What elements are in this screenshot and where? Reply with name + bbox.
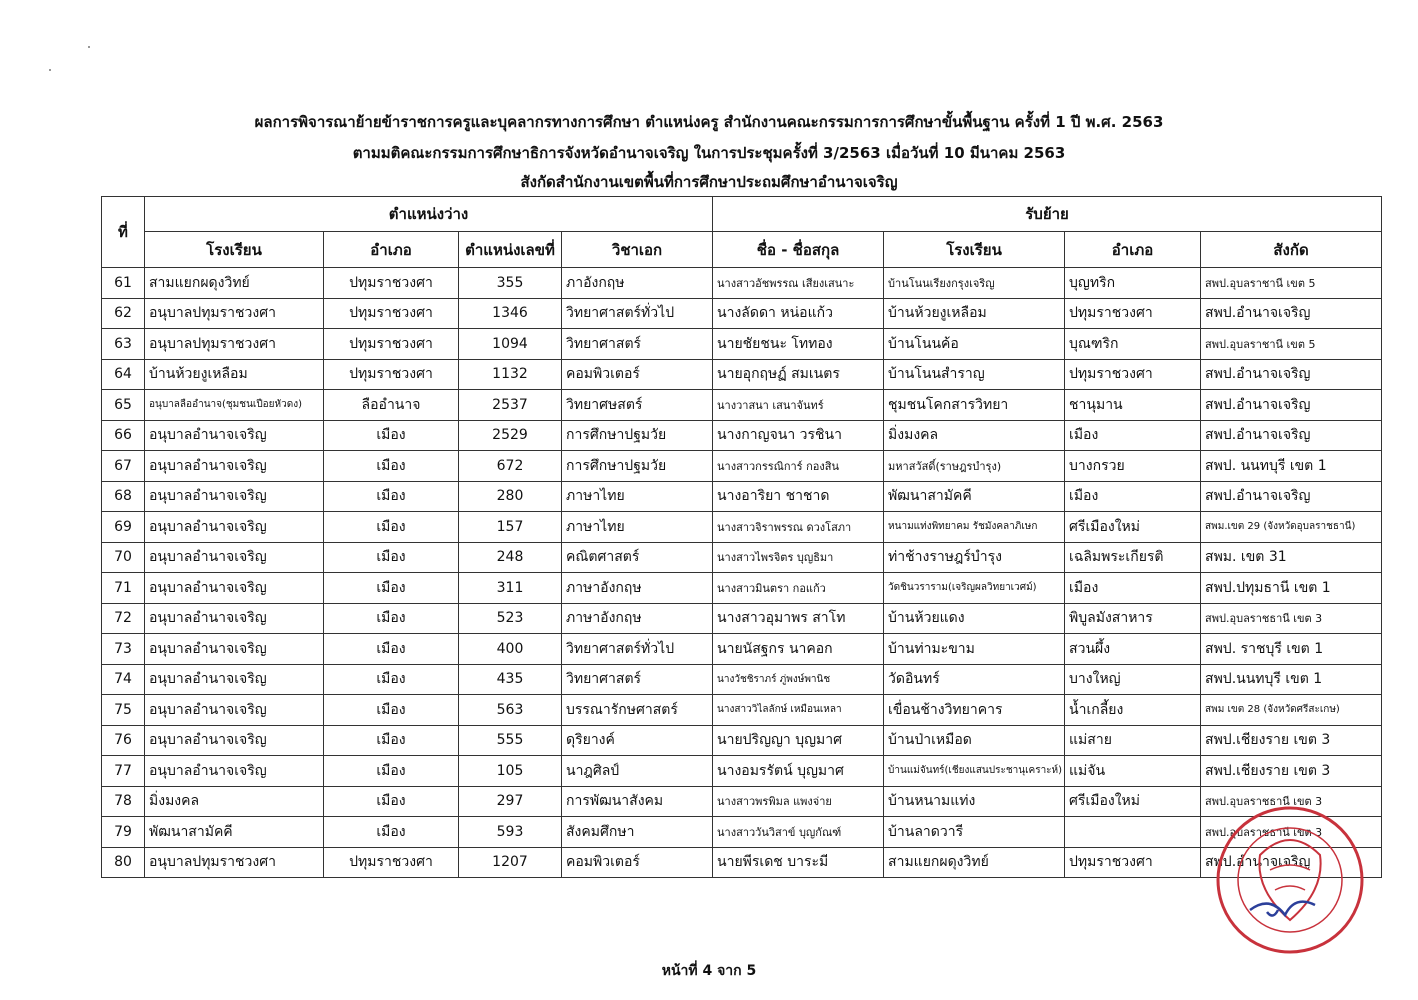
- table-cell: สพม. เขต 31: [1201, 542, 1382, 573]
- table-cell: บ้านโนนเรียงกรุงเจริญ: [884, 268, 1065, 299]
- table-cell: อนุบาลอำนาจเจริญ: [145, 451, 324, 482]
- table-cell: เมือง: [324, 512, 459, 543]
- table-cell: คอมพิวเตอร์: [562, 359, 713, 390]
- table-cell: 563: [459, 695, 562, 726]
- col-header: สังกัด: [1201, 232, 1382, 268]
- table-cell: สพป. ราชบุรี เขต 1: [1201, 634, 1382, 665]
- table-cell: วิทยาศษสตร์: [562, 390, 713, 421]
- table-cell: นางวัชชิราภร์ ภู่พงษ์พานิช: [713, 664, 884, 695]
- table-cell: อนุบาลอำนาจเจริญ: [145, 664, 324, 695]
- table-cell: เมือง: [324, 542, 459, 573]
- table-cell: บ้านลาดวารี: [884, 817, 1065, 848]
- table-cell: 297: [459, 786, 562, 817]
- table-cell: ดุริยางค์: [562, 725, 713, 756]
- table-cell: อนุบาลอำนาจเจริญ: [145, 481, 324, 512]
- table-cell: เมือง: [1065, 420, 1201, 451]
- table-cell: 435: [459, 664, 562, 695]
- table-row: [102, 725, 1382, 756]
- col-header: ชื่อ - ชื่อสกุล: [713, 232, 884, 268]
- table-cell: เมือง: [324, 664, 459, 695]
- col-header: อำเภอ: [324, 232, 459, 268]
- table-cell: เมือง: [1065, 573, 1201, 604]
- table-cell: ปทุมราชวงศา: [324, 847, 459, 878]
- table-cell: นาฎศิลป์: [562, 756, 713, 787]
- title-line-2: ตามมติคณะกรรมการศึกษาธิการจังหวัดอำนาจเจริญ ในการประชุมครั้งที่ 3/2563 เมื่อวันที่ 10 มีนาคม 2563: [352, 144, 1066, 162]
- table-row: [102, 298, 1382, 329]
- table-row: [102, 573, 1382, 604]
- table-cell: นายพีรเดช บาระมี: [713, 847, 884, 878]
- table-cell: 61: [102, 268, 145, 299]
- table-cell: สพป.ปทุมธานี เขต 1: [1201, 573, 1382, 604]
- table-cell: 2529: [459, 420, 562, 451]
- table-cell: ชุมชนโคกสารวิทยา: [884, 390, 1065, 421]
- table-cell: สพม เขต 28 (จังหวัดศรีสะเกษ): [1201, 695, 1382, 726]
- table-cell: บ้านป่าเหมือด: [884, 725, 1065, 756]
- table-cell: นางอาริยา ชาชาด: [713, 481, 884, 512]
- table-cell: เมือง: [324, 634, 459, 665]
- table-row: [102, 481, 1382, 512]
- table-cell: มิ่งมงคล: [145, 786, 324, 817]
- col-header: ตำแหน่งเลขที่: [459, 232, 562, 268]
- table-cell: การศึกษาปฐมวัย: [562, 420, 713, 451]
- table-cell: เมือง: [324, 451, 459, 482]
- table-cell: เมือง: [324, 481, 459, 512]
- table-cell: 72: [102, 603, 145, 634]
- table-row: [102, 695, 1382, 726]
- table-cell: นางสาววิไลลักษ์ เหมือนเหลา: [713, 695, 884, 726]
- table-cell: บ้านหนามแท่ง: [884, 786, 1065, 817]
- transfer-group-header: รับย้าย: [713, 197, 1382, 232]
- table-cell: บ้านโนนสำราญ: [884, 359, 1065, 390]
- table-cell: สพป. นนทบุรี เขต 1: [1201, 451, 1382, 482]
- table-cell: สพป.นนทบุรี เขต 1: [1201, 664, 1382, 695]
- table-cell: อนุบาลลืออำนาจ(ชุมชนเปือยหัวดง): [145, 390, 324, 421]
- table-cell: วิทยาศาสตร์ทั่วไป: [562, 634, 713, 665]
- table-cell: นางสาวอุมาพร สาโท: [713, 603, 884, 634]
- vacant-group-header: ตำแหน่งว่าง: [145, 197, 713, 232]
- table-cell: ปทุมราชวงศา: [324, 268, 459, 299]
- table-cell: 1094: [459, 329, 562, 360]
- table-cell: สพป.อำนาจเจริญ: [1201, 481, 1382, 512]
- table-cell: ชานุมาน: [1065, 390, 1201, 421]
- table-cell: สพป.อุบลราชานี เขต 5: [1201, 329, 1382, 360]
- table-cell: ภาษาไทย: [562, 512, 713, 543]
- table-cell: ปทุมราชวงศา: [324, 329, 459, 360]
- table-cell: นางสาวอัชพรรณ เสียงเสนาะ: [713, 268, 884, 299]
- table-cell: 105: [459, 756, 562, 787]
- table-cell: 76: [102, 725, 145, 756]
- table-cell: บรรณารักษศาสตร์: [562, 695, 713, 726]
- table-cell: 68: [102, 481, 145, 512]
- table-cell: ปทุมราชวงศา: [1065, 359, 1201, 390]
- table-cell: บ้านโนนค้อ: [884, 329, 1065, 360]
- table-row: [102, 512, 1382, 543]
- table-cell: มหาสวัสดิ์(ราษฎรบำรุง): [884, 451, 1065, 482]
- table-cell: 400: [459, 634, 562, 665]
- table-cell: 672: [459, 451, 562, 482]
- col-header: อำเภอ: [1065, 232, 1201, 268]
- table-cell: สพป.เชียงราย เขต 3: [1201, 756, 1382, 787]
- col-no-header: ที่: [102, 197, 145, 268]
- table-cell: ภาอังกฤษ: [562, 268, 713, 299]
- table-cell: นางลัดดา หน่อแก้ว: [713, 298, 884, 329]
- table-cell: อนุบาลอำนาจเจริญ: [145, 756, 324, 787]
- table-cell: เฉลิมพระเกียรติ: [1065, 542, 1201, 573]
- table-cell: ปทุมราชวงศา: [1065, 298, 1201, 329]
- title-line-1: ผลการพิจารณาย้ายข้าราชการครูและบุคลากรทางการศึกษา ตำแหน่งครู สำนักงานคณะกรรมการการศึกษาขั้นพื้นฐาน ครั้งที่ 1 ปี พ.ศ. 2563: [254, 113, 1164, 131]
- table-cell: บางกรวย: [1065, 451, 1201, 482]
- table-cell: สังคมศึกษา: [562, 817, 713, 848]
- table-cell: นางสาวจิราพรรณ ดวงโสภา: [713, 512, 884, 543]
- table-cell: อนุบาลปทุมราชวงศา: [145, 298, 324, 329]
- col-header: โรงเรียน: [884, 232, 1065, 268]
- table-cell: 593: [459, 817, 562, 848]
- table-cell: คณิตศาสตร์: [562, 542, 713, 573]
- table-cell: 1346: [459, 298, 562, 329]
- table-cell: 80: [102, 847, 145, 878]
- table-cell: ปทุมราชวงศา: [324, 298, 459, 329]
- table-cell: บ้านห้วยงูเหลือม: [145, 359, 324, 390]
- table-cell: สวนผึ้ง: [1065, 634, 1201, 665]
- table-row: [102, 359, 1382, 390]
- table-row: [102, 756, 1382, 787]
- table-cell: มิ่งมงคล: [884, 420, 1065, 451]
- table-cell: วิทยาศาสตร์: [562, 664, 713, 695]
- table-cell: วัดชินวราราม(เจริญผลวิทยาเวศม์): [884, 573, 1065, 604]
- table-cell: นางสาววันวิสาข์ บุญกัณฑ์: [713, 817, 884, 848]
- table-cell: 523: [459, 603, 562, 634]
- table-cell: ภาษาอังกฤษ: [562, 573, 713, 604]
- table-cell: แม่สาย: [1065, 725, 1201, 756]
- transfer-table: [101, 196, 1382, 878]
- table-cell: ภาษาอังกฤษ: [562, 603, 713, 634]
- table-cell: 355: [459, 268, 562, 299]
- table-cell: พัฒนาสามัคคี: [884, 481, 1065, 512]
- table-cell: บ้านห้วยแดง: [884, 603, 1065, 634]
- table-cell: อนุบาลปทุมราชวงศา: [145, 847, 324, 878]
- table-cell: ภาษาไทย: [562, 481, 713, 512]
- table-cell: 157: [459, 512, 562, 543]
- table-cell: 311: [459, 573, 562, 604]
- table-cell: อนุบาลอำนาจเจริญ: [145, 725, 324, 756]
- table-row: [102, 420, 1382, 451]
- scan-speck: [49, 69, 51, 71]
- table-cell: น้ำเกลี้ยง: [1065, 695, 1201, 726]
- table-cell: วิทยาศาสตร์: [562, 329, 713, 360]
- table-cell: สพป.อุบลราชธานี เขต 3: [1201, 817, 1382, 848]
- table-cell: นายนัสฐกร นาคอก: [713, 634, 884, 665]
- table-cell: อนุบาลอำนาจเจริญ: [145, 420, 324, 451]
- table-cell: นางสาวมินตรา กอแก้ว: [713, 573, 884, 604]
- table-cell: วัดอินทร์: [884, 664, 1065, 695]
- table-cell: 66: [102, 420, 145, 451]
- table-row: [102, 634, 1382, 665]
- table-cell: อนุบาลอำนาจเจริญ: [145, 512, 324, 543]
- table-cell: ปทุมราชวงศา: [324, 359, 459, 390]
- table-cell: 67: [102, 451, 145, 482]
- table-cell: 75: [102, 695, 145, 726]
- table-cell: การศึกษาปฐมวัย: [562, 451, 713, 482]
- table-cell: อนุบาลอำนาจเจริญ: [145, 603, 324, 634]
- table-cell: สพม.เขต 29 (จังหวัดอุบลราชธานี): [1201, 512, 1382, 543]
- table-cell: นางสาวกรรณิการ์ กองสิน: [713, 451, 884, 482]
- table-cell: 79: [102, 817, 145, 848]
- table-cell: 74: [102, 664, 145, 695]
- table-cell: สพป.อำนาจเจริญ: [1201, 390, 1382, 421]
- table-cell: สพป.อำนาจเจริญ: [1201, 298, 1382, 329]
- table-cell: นายชัยชนะ โททอง: [713, 329, 884, 360]
- table-cell: แม่จัน: [1065, 756, 1201, 787]
- table-cell: อนุบาลปทุมราชวงศา: [145, 329, 324, 360]
- table-cell: 1207: [459, 847, 562, 878]
- col-header: วิชาเอก: [562, 232, 713, 268]
- table-row: [102, 451, 1382, 482]
- table-cell: อนุบาลอำนาจเจริญ: [145, 542, 324, 573]
- table-cell: นางกาญจนา วรชินา: [713, 420, 884, 451]
- table-cell: เมือง: [324, 573, 459, 604]
- table-cell: เขื่อนช้างวิทยาคาร: [884, 695, 1065, 726]
- table-cell: สพป.เชียงราย เขต 3: [1201, 725, 1382, 756]
- official-seal: [1175, 800, 1385, 975]
- table-cell: 69: [102, 512, 145, 543]
- table-cell: สพป.อำนาจเจริญ: [1201, 359, 1382, 390]
- table-cell: เมือง: [324, 756, 459, 787]
- table-cell: อนุบาลอำนาจเจริญ: [145, 695, 324, 726]
- table-cell: สามแยกผดุงวิทย์: [145, 268, 324, 299]
- table-cell: 73: [102, 634, 145, 665]
- title-line-3: สังกัดสำนักงานเขตพื้นที่การศึกษาประถมศึกษาอำนาจเจริญ: [520, 173, 898, 191]
- table-cell: เมือง: [324, 725, 459, 756]
- table-cell: นางสาวไพรจิตร บุญธิมา: [713, 542, 884, 573]
- table-cell: สพป.อำนาจเจริญ: [1201, 420, 1382, 451]
- table-row: [102, 603, 1382, 634]
- table-cell: ศรีเมืองใหม่: [1065, 786, 1201, 817]
- table-cell: 70: [102, 542, 145, 573]
- table-cell: 71: [102, 573, 145, 604]
- table-cell: อนุบาลอำนาจเจริญ: [145, 634, 324, 665]
- table-cell: บุญทริก: [1065, 268, 1201, 299]
- table-cell: เมือง: [324, 603, 459, 634]
- table-cell: ศรีเมืองใหม่: [1065, 512, 1201, 543]
- table-cell: 280: [459, 481, 562, 512]
- table-cell: เมือง: [324, 817, 459, 848]
- table-row: [102, 329, 1382, 360]
- table-cell: นางอมรรัตน์ บุญมาศ: [713, 756, 884, 787]
- table-row: [102, 268, 1382, 299]
- table-cell: 63: [102, 329, 145, 360]
- table-cell: ท่าช้างราษฎร์บำรุง: [884, 542, 1065, 573]
- table-cell: 65: [102, 390, 145, 421]
- table-cell: พิบูลมังสาหาร: [1065, 603, 1201, 634]
- table-cell: ปทุมราชวงศา: [1065, 847, 1201, 878]
- table-cell: อนุบาลอำนาจเจริญ: [145, 573, 324, 604]
- table-cell: บ้านท่ามะขาม: [884, 634, 1065, 665]
- table-cell: 64: [102, 359, 145, 390]
- table-row: [102, 542, 1382, 573]
- table-row: [102, 390, 1382, 421]
- table-cell: 248: [459, 542, 562, 573]
- table-cell: บุณฑริก: [1065, 329, 1201, 360]
- table-cell: สพป.อำนาจเจริญ: [1201, 847, 1382, 878]
- table-cell: หนามแท่งพิทยาคม รัชมังคลาภิเษก: [884, 512, 1065, 543]
- table-cell: 555: [459, 725, 562, 756]
- table-cell: คอมพิวเตอร์: [562, 847, 713, 878]
- table-cell: การพัฒนาสังคม: [562, 786, 713, 817]
- table-cell: บางใหญ่: [1065, 664, 1201, 695]
- col-header: โรงเรียน: [145, 232, 324, 268]
- table-cell: พัฒนาสามัคคี: [145, 817, 324, 848]
- table-cell: วิทยาศาสตร์ทั่วไป: [562, 298, 713, 329]
- table-cell: เมือง: [1065, 481, 1201, 512]
- table-row: [102, 664, 1382, 695]
- table-cell: สพป.อุบลราชานี เขต 5: [1201, 268, 1382, 299]
- table-cell: สพป.อุบลราชธานี เขต 3: [1201, 786, 1382, 817]
- table-cell: สพป.อุบลราชธานี เขต 3: [1201, 603, 1382, 634]
- table-cell: บ้านแม่จันทร์(เชียงแสนประชานุเคราะห์): [884, 756, 1065, 787]
- table-cell: นางวาสนา เสนาจันทร์: [713, 390, 884, 421]
- table-cell: เมือง: [324, 695, 459, 726]
- table-cell: เมือง: [324, 420, 459, 451]
- table-cell: สามแยกผดุงวิทย์: [884, 847, 1065, 878]
- scan-speck: [88, 46, 90, 48]
- table-cell: 2537: [459, 390, 562, 421]
- table-cell: ลืออำนาจ: [324, 390, 459, 421]
- table-cell: 78: [102, 786, 145, 817]
- table-cell: เมือง: [324, 786, 459, 817]
- page-number: หน้าที่ 4 จาก 5: [661, 963, 757, 979]
- table-cell: บ้านห้วยงูเหลือม: [884, 298, 1065, 329]
- table-cell: 62: [102, 298, 145, 329]
- table-cell: 1132: [459, 359, 562, 390]
- table-cell: นางสาวพรพิมล แพงจ่าย: [713, 786, 884, 817]
- table-cell: นายอุกฤษฏ์ สมเนตร: [713, 359, 884, 390]
- table-cell: นายปริญญา บุญมาศ: [713, 725, 884, 756]
- table-cell: 77: [102, 756, 145, 787]
